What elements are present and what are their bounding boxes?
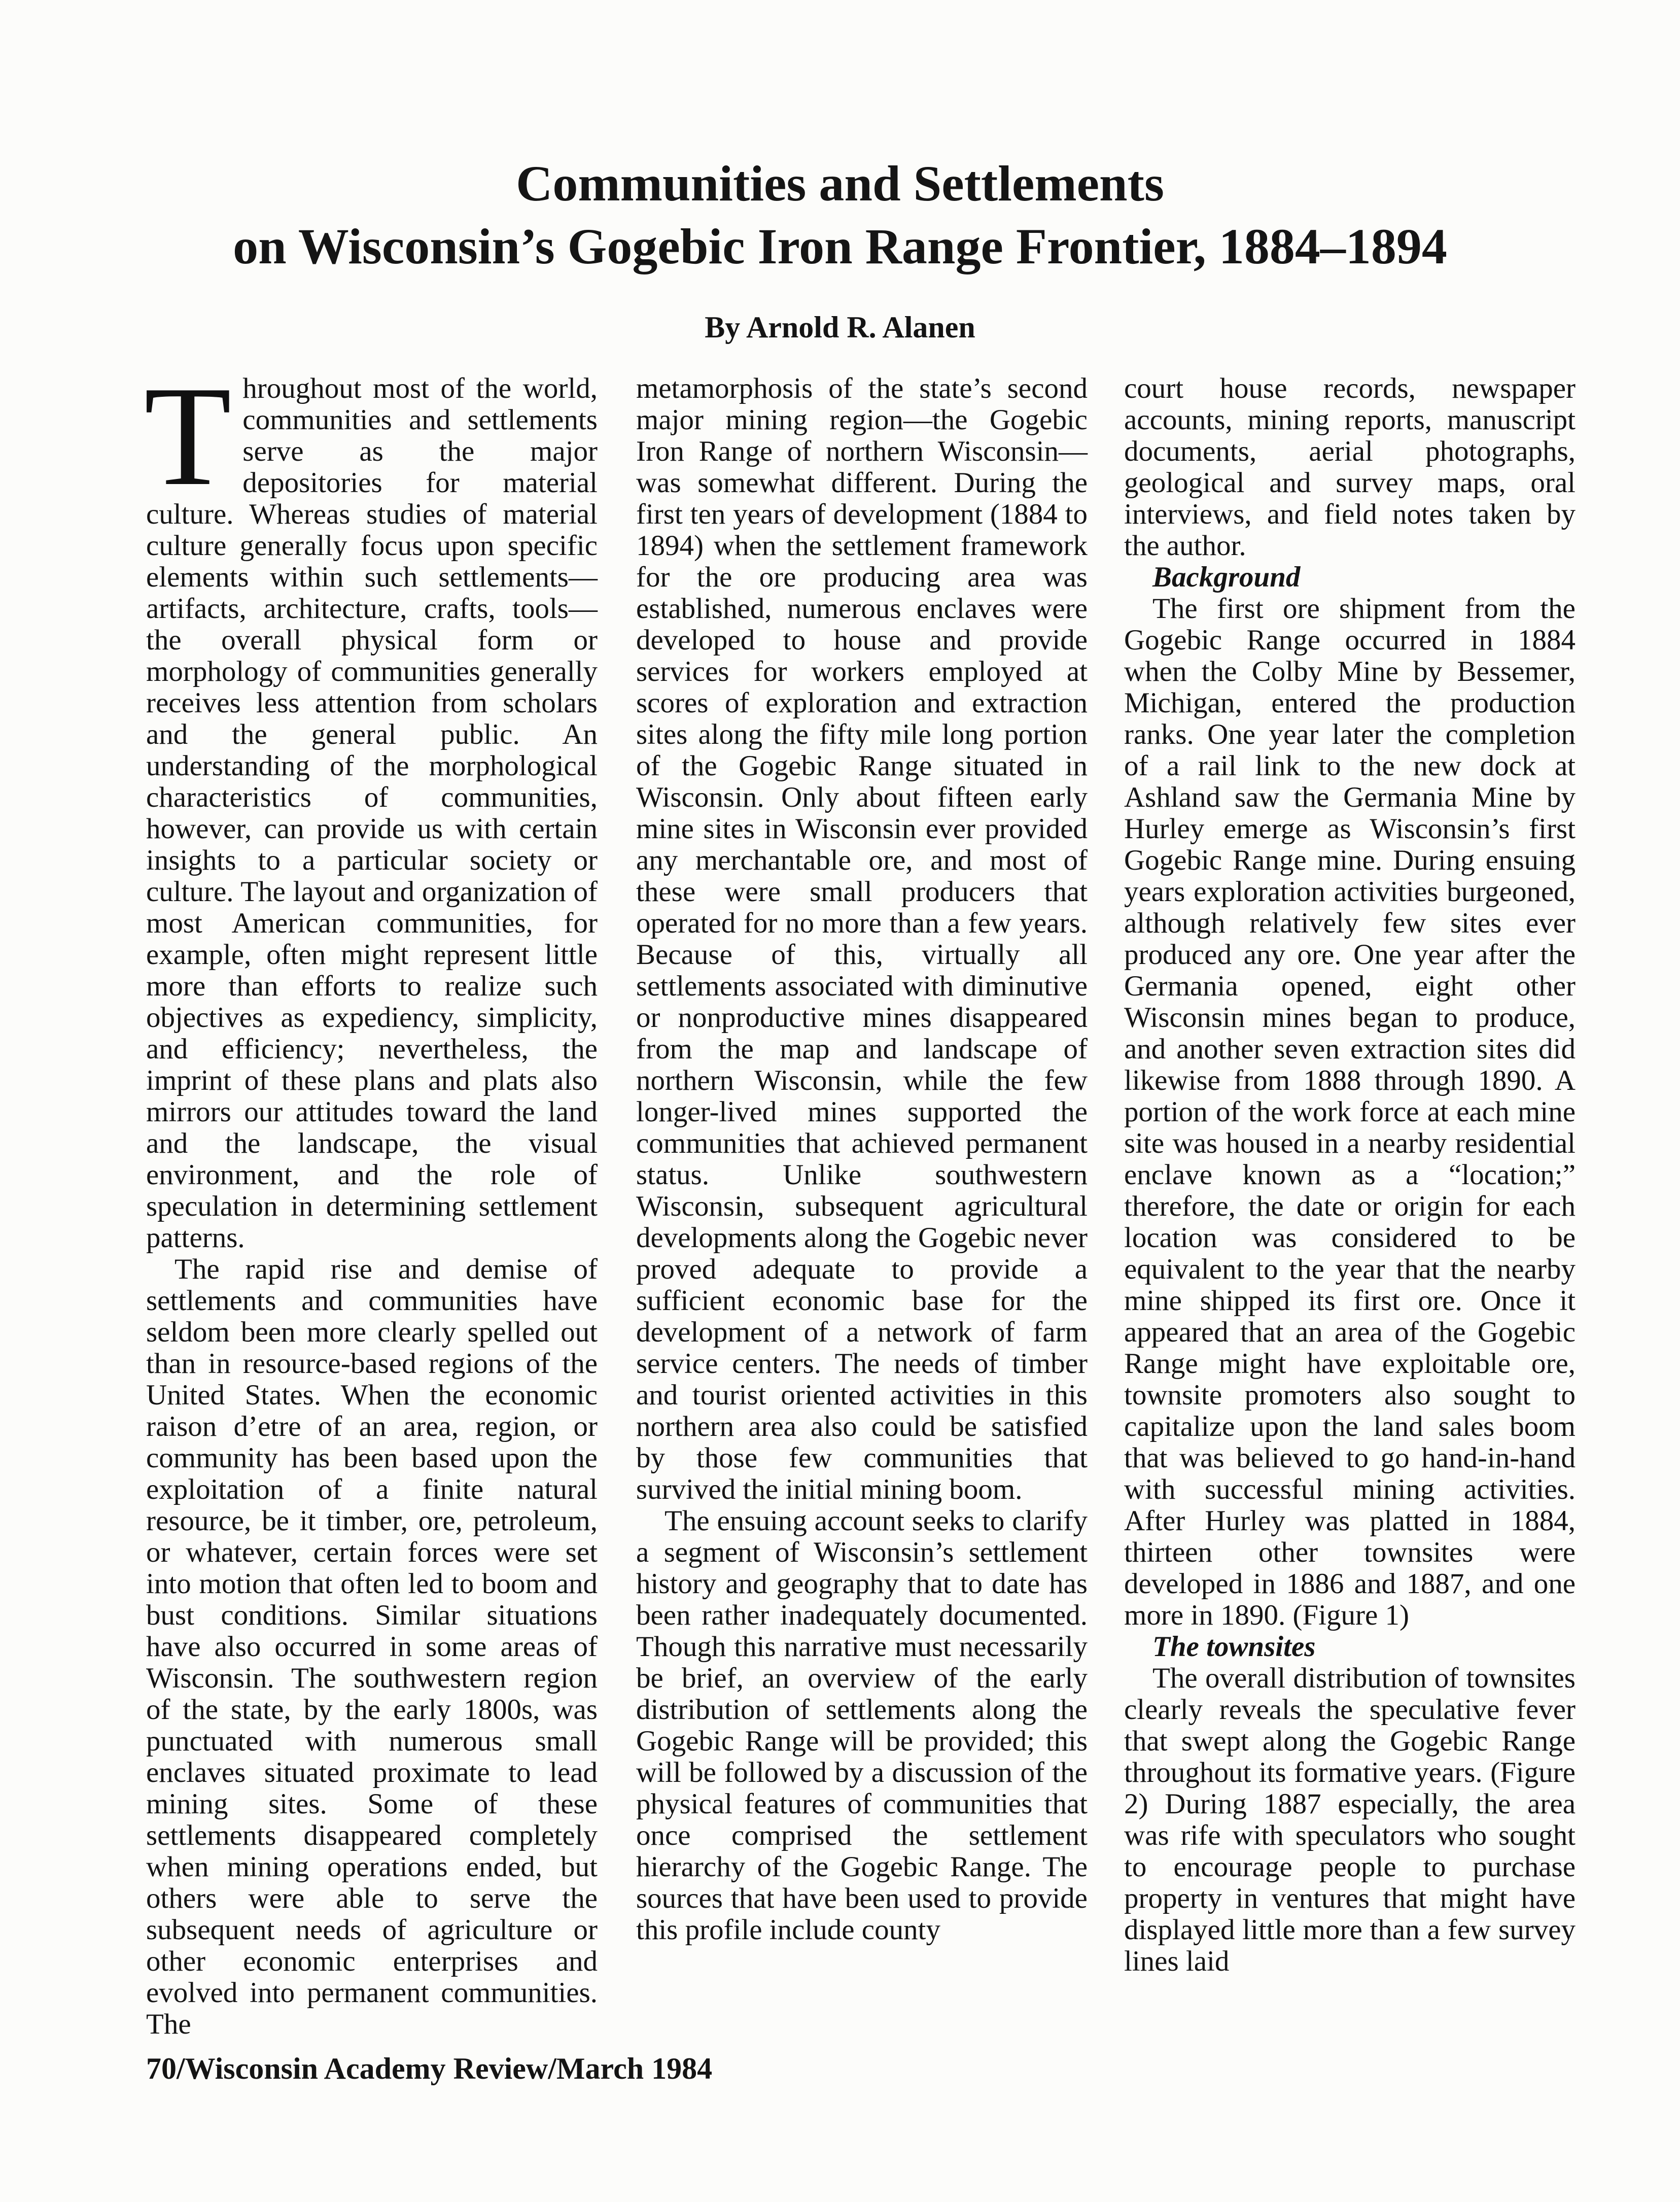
paragraph-sources: court house records, newspaper accounts, mining reports, manuscript documents, aerial photographs, geological and survey maps, oral interviews, and field notes taken by the author. [1124, 372, 1576, 562]
article-title-line-2: on Wisconsin’s Gogebic Iron Range Frontier, 1884–1894 [233, 218, 1447, 274]
paragraph-ensuing-account: The ensuing account seeks to clarify a segment of Wisconsin’s settlement history and geography that to date has been rather inadequately documented. Though this narrative must necessarily be brief, an overview of the early distribution of settlements along the Gogebic Range will be provided; this will be followed by a discussion of the physical features of communities that once comprised the settlement hierarchy of the Gogebic Range. The sources that have been used to provide this profile include county [636, 1505, 1088, 1946]
paragraph-intro [144, 357, 598, 1254]
drop-cap: T [144, 357, 232, 515]
text-column-2 [636, 373, 1088, 1946]
page-footer: 70/Wisconsin Academy Review/March 1984 [146, 2052, 713, 2085]
text-column-1 [144, 357, 598, 2040]
subhead-townsites: The townsites [1152, 1631, 1316, 1663]
byline: By Arnold R. Alanen [705, 311, 975, 344]
text-column-3 [1124, 373, 1576, 1977]
article-title [0, 152, 1680, 278]
paragraph-townsite-distribution: The overall distribution of townsites clearly reveals the speculative fever that swept along the Gogebic Range throughout its formative years. (Figure 2) During 1887 especially, the area was rife with speculators who sought to encourage people to purchase property in ventures that might have displayed little more than a few survey lines laid [1124, 1662, 1576, 1977]
paragraph-resource-regions: The rapid rise and demise of settlements and communities have seldom been more clearly spelled out than in resource-based regions of the United States. When the economic raison d’etre of an area, region, or community has been based upon the exploitation of a finite natural resource, be it timber, ore, petroleum, or whatever, certain forces were set into motion that often led to boom and bust conditions. Similar situations have also occurred in some areas of Wisconsin. The southwestern region of the state, by the early 1800s, was punctuated with numerous small enclaves situated proximate to lead mining sites. Some of these settlements disappeared completely when mining operations ended, but others were able to serve the subsequent needs of agriculture or other economic enterprises and evolved into permanent communities. The [146, 1253, 598, 2040]
paragraph-first-ore-shipment: The first ore shipment from the Gogebic Range occurred in 1884 when the Colby Mine by Bessemer, Michigan, entered the production ranks. One year later the completion of a rail link to the new dock at Ashland saw the Germania Mine by Hurley emerge as Wisconsin’s first Gogebic Range mine. During ensuing years exploration activities burgeoned, although relatively few sites ever produced any ore. One year after the Germania opened, eight other Wisconsin mines began to produce, and another seven extraction sites did likewise from 1888 through 1890. A portion of the work force at each mine site was housed in a nearby residential enclave known as a “location;” therefore, the date or origin for each location was considered to be equivalent to the year that the nearby mine shipped its first ore. Once it appeared that an area of the Gogebic Range might have exploitable ore, townsite promoters also sought to capitalize upon the land sales boom that was believed to go hand-in-hand with successful mining activities. After Hurley was platted in 1884, thirteen other townsites were developed in 1886 and 1887, and one more in 1890. (Figure 1) [1124, 593, 1576, 1631]
subhead-background: Background [1152, 561, 1301, 593]
paragraph-gogebic-metamorphosis: metamorphosis of the state’s second major mining region—the Gogebic Iron Range of northern Wisconsin—was somewhat different. During the first ten years of development (1884 to 1894) when the settlement framework for the ore producing area was established, numerous enclaves were developed to house and provide services for workers employed at scores of exploration and extraction sites along the fifty mile long portion of the Gogebic Range situated in Wisconsin. Only about fifteen early mine sites in Wisconsin ever provided any merchantable ore, and most of these were small producers that operated for no more than a few years. Because of this, virtually all settlements associated with diminutive or nonproductive mines disappeared from the map and landscape of northern Wisconsin, while the few longer-lived mines supported the communities that achieved permanent status. Unlike southwestern Wisconsin, subsequent agricultural developments along the Gogebic never proved adequate to provide a sufficient economic base for the development of a network of farm service centers. The needs of timber and tourist oriented activities in this northern area also could be satisfied by those few communities that survived the initial mining boom. [636, 372, 1088, 1505]
paragraph-intro-text: hroughout most of the world, communities and settlements serve as the major depositories for material culture. Whereas studies of material culture generally focus upon specific elements within such settlements—artifacts, architecture, crafts, tools—the overall physical form or morphology of communities generally receives less attention from scholars and the general public. An understanding of the morphological characteristics of communities, however, can provide us with certain insights to a particular society or culture. The layout and organization of most American communities, for example, often might represent little more than efforts to realize such objectives as expediency, simplicity, and efficiency; nevertheless, the imprint of these plans and plats also mirrors our attitudes toward the land and the landscape, the visual environment, and the role of speculation in determining settlement patterns. [146, 372, 598, 1254]
article-title-line-1: Communities and Settlements [516, 155, 1164, 212]
